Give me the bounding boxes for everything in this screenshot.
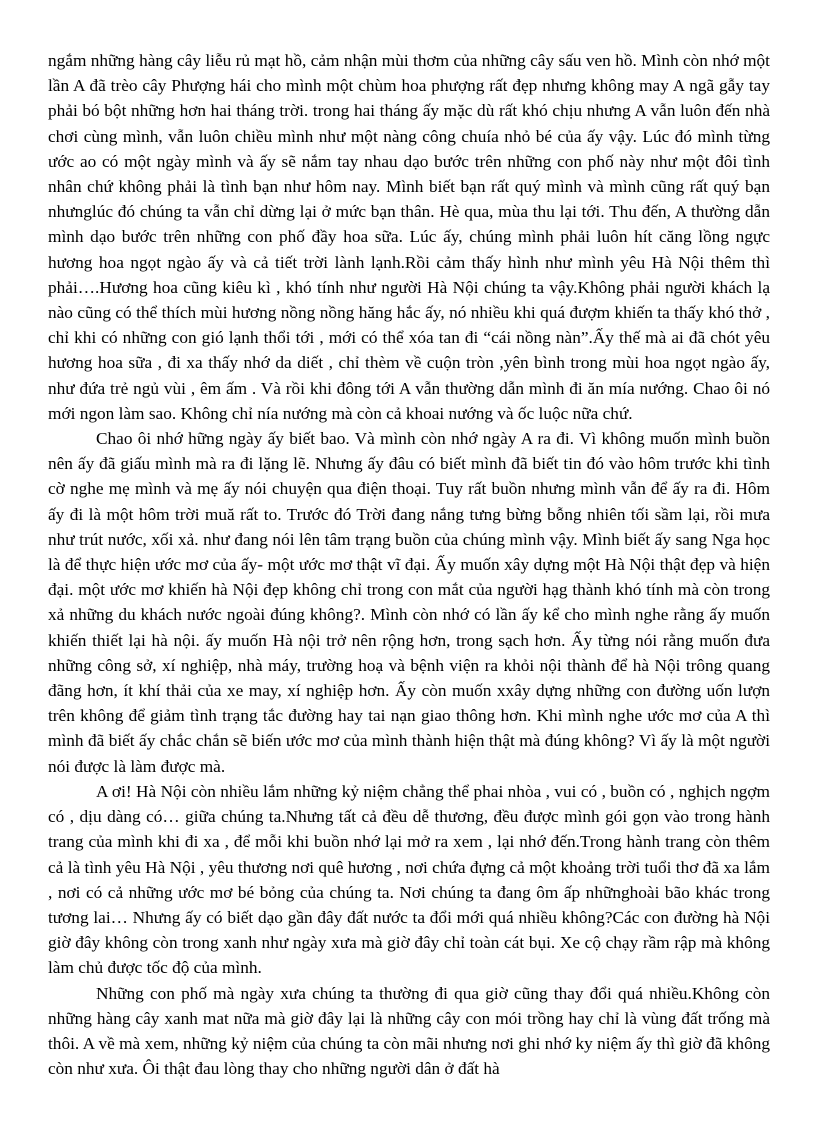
paragraph-changed-streets: Những con phố mà ngày xưa chúng ta thường đi qua giờ cũng thay đổi quá nhiều.Không còn những hàng cây xanh mat nữa mà giờ đây lại là những cây con mói trồng hay chỉ là vùng đất trống mà thôi. A về mà xem, những kỷ niệm của chúng ta còn mãi nhưng nơi ghi nhớ ky niệm ấy thì giờ đã không còn như xưa. Ôi thật đau lòng thay cho những người dân ở đất hà — [48, 983, 770, 1079]
paragraph-hanoi-memories: A ơi! Hà Nội còn nhiều lắm những kỷ niệm chẳng thể phai nhòa , vui có , buồn có , nghịch ngợm có , dịu dàng có… giữa chúng ta.Nhưng tất cả đều dễ thương, đều được mình gói gọn vào trong hành trang của mình khi đi xa , để mỗi khi buồn nhớ lại mở ra xem , lại nhớ đến.Trong hành trang còn thêm cả là tình yêu Hà Nội , yêu thương nơi quê hương , nơi chứa đựng cả một khoảng trời tuổi thơ đã xa lắm , nơi có cả những ước mơ bé bỏng của chúng ta. Nơi chúng ta đang ôm ấp nhữnghoài bão khác trong tương lai… Nhưng ấy có biết dạo gần đây đất nước ta đổi mới quá nhiều không?Các con đường hà Nội giờ đây không còn trong xanh như ngày xưa mà giờ đây chỉ toàn cát bụi. Xe cộ chạy rầm rập mà không làm chủ được tốc độ của mình. — [48, 781, 770, 978]
paragraph-memories-departure: Chao ôi nhớ hững ngày ấy biết bao. Và mình còn nhớ ngày A ra đi. Vì không muốn mình buồn nên ấy đã giấu mình mà ra đi lặng lẽ. Nhưng ấy đâu có biết mình đã biết tin đó vào hôm trước khi tình cờ nghe mẹ mình và mẹ ấy nói chuyện qua điện thoại. Tuy rất buồn nhưng mình vẫn để ấy ra đi. Hôm ấy đi là một hôm trời muă rất to. Trước đó Trời đang nắng tưng bừng bỗng nhiên tối sầm lại, rồi mưa như trút nước, xối xả. như đang nói lên tâm trạng buồn của chúng mình vậy. Mình biết ấy sang Nga học là để thực hiện ước mơ của ấy- một ước mơ thật vĩ đại. Ấy muốn xây dựng một Hà Nội thật đẹp và hiện đại. một ước mơ khiến hà Nội đẹp không chỉ trong con mắt của người hạg thành khó tính mà còn trong xả những du khách nước ngoài đúng không?. Mình còn nhớ có lần ấy kể cho mình nghe rằng ấy muốn khiến thiết lại hà nội. ấy muốn Hà nội trở nên rộng hơn, trong sạch hơn. Ấy từng nói rằng muốn đưa những công sở, xí nghiệp, nhà máy, trường hoạ và bệnh viện ra khỏi nội thành để hà Nội trông quang đãng hơn, ít khí thải của xe may, xí nghiệp hơn. Ấy còn muốn xxây dựng những con đường uốn lượn trên không để giảm tình trạng tắc đường hay tai nạn giao thông hơn. Khi mình nghe ước mơ của A thì mình đã biết ấy chắc chắn sẽ biến ước mơ của mình thành hiện thật mà đúng không? Vì ấy là một người nói được là làm được mà. — [48, 429, 770, 776]
document-page — [48, 48, 770, 1081]
paragraph-continuation: ngắm những hàng cây liễu rủ mạt hồ, cảm nhận mùi thơm của những cây sấu ven hồ. Mình còn nhớ một lần A đã trèo cây Phượng hái cho mình một chùm hoa phượng rất đẹp nhưng không may A ngã gẫy tay phải bó bột những hơn hai tháng trời. trong hai tháng ấy mặc dù rất khó chịu nhưng A vẫn luôn đến nhà chơi cùng mình, vẫn luôn chiều mình như một nàng công chuía nhỏ bé của ấy vậy. Lúc đó mình từng ước ao có một ngày mình và ấy sẽ nắm tay nhau dạo bước trên những con phố này như một đôi tình nhân chứ không phải là tình bạn như hôm nay. Mình biết bạn rất quý mình và mình cũng rất quý bạn nhưnglúc đó chúng ta vẫn chỉ dừng lại ở mức bạn thân. Hè qua, mùa thu lại tới. Thu đến, A thường dẫn mình dạo bước trên những con phố đầy hoa sữa. Lúc ấy, chúng mình phải luôn hít căng lồng ngực hương hoa ngọt ngào ấy và cả tiết trời lành lạnh.Rồi cảm thấy hình như mình yêu Hà Nội thêm thì phải….Hương hoa cũng kiêu kì , khó tính như người Hà Nội chúng ta vậy.Không phải người khách lạ nào cũng có thể thích mùi hương nồng nồng hăng hắc ấy, nó nhiều khi quá đượm khiến ta thấy khó thở , chỉ khi có những con gió lạnh thổi tới , mới có thể xóa tan đi “cái nồng nàn”.Ấy thế mà ai đã chót yêu hương hoa sữa , đi xa thấy nhớ da diết , chỉ thèm về cuộn tròn ,yên bình trong mùi hoa ngọt ngào ấy, như đứa trẻ ngủ vùi , êm ấm . Và rồi khi đông tới A vẫn thường dẫn mình đi ăn mía nướng. Chao ôi nó mới ngon làm sao. Không chỉ nía nướng mà còn cả khoai nướng và ốc luộc nữa chứ. — [48, 51, 770, 423]
